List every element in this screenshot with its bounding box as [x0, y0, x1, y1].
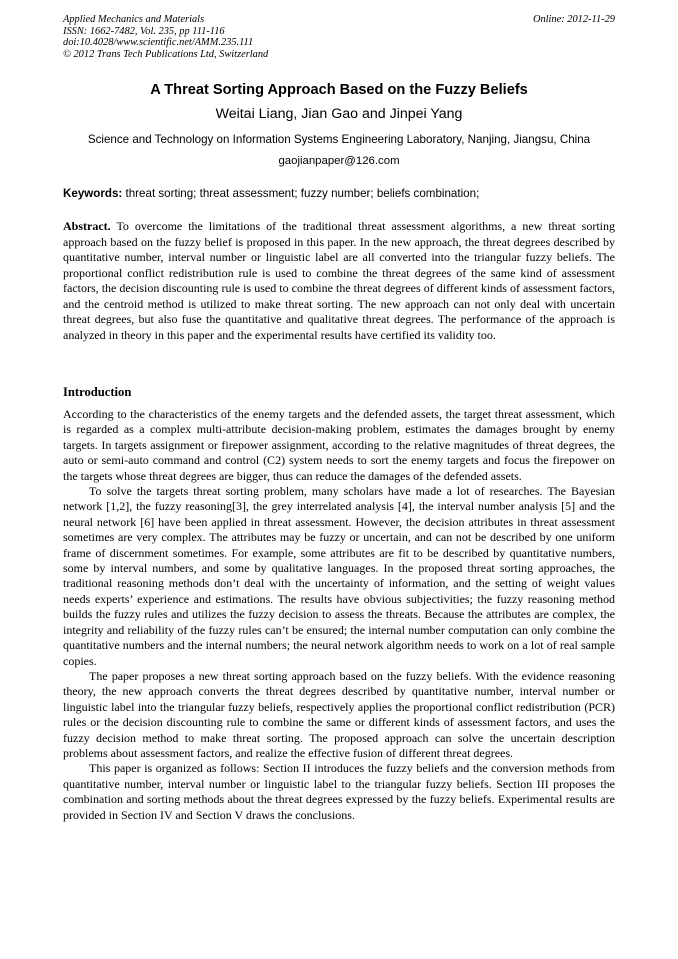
abstract-label: Abstract.: [63, 219, 111, 233]
intro-paragraph: The paper proposes a new threat sorting approach based on the fuzzy beliefs. With the evidence reasoning theory, the new approach converts the threat degrees described by quantitative number, interval number or linguistic label into the triangular fuzzy beliefs, respectively applies the proportional conflict redistribution (PCR) rules or the decision discounting rule to combine the same or different kinds of assessment factors, and uses the fuzzy decision method to make threat sorting. The proposed approach can solve the uncertain description problems about assessment factors, and realize the effective fusion of different threat degrees.: [63, 668, 615, 760]
intro-paragraph: This paper is organized as follows: Section II introduces the fuzzy beliefs and the conversion methods from quantitative number, interval number or linguistic label to the triangular fuzzy beliefs. Section III proposes the combination and sorting methods about the threat degrees expressed by the fuzzy beliefs. Experimental results are provided in Section IV and Section V draws the conclusions.: [63, 761, 615, 822]
keywords-text: threat sorting; threat assessment; fuzzy number; beliefs combination;: [125, 187, 480, 200]
keywords-line: [63, 187, 615, 200]
intro-paragraph: According to the characteristics of the enemy targets and the defended assets, the target threat assessment, which is regarded as a complex multi-attribute decision-making problem, estimates the damages brought by enemy targets. In targets assignment or firepower assignment, according to the relative magnitudes of threat degrees, the auto or semi-auto command and control (C2) system needs to sort the enemy targets and focus the firepower on the targets whose threat degrees are bigger, thus can reduce the damages of the defended assets.: [63, 407, 615, 483]
online-date: Online: 2012-11-29: [532, 14, 615, 25]
abstract: [63, 219, 615, 343]
doi-line: doi:10.4028/www.scientific.net/AMM.235.111: [63, 37, 254, 49]
abstract-text: To overcome the limitations of the traditional threat assessment algorithms, a new threat sorting approach based on the fuzzy belief is proposed in this paper. In the new approach, the threat degrees described by quantitative number, interval number or linguistic label are all converted into the triangular fuzzy beliefs. The proportional conflict redistribution rule is used to combine the threat degrees of the same kind of assessment factors, the decision discounting rule is used to combine the threat degrees of different kinds of assessment factors, and the centroid method is utilized to make threat sorting. The new approach can not only deal with uncertain threat degrees, but also fuse the quantitative and qualitative threat degrees. The performance of the approach is analyzed in theory in this paper and the experimental results have certified its validity too.: [63, 219, 615, 342]
section-heading-introduction: Introduction: [63, 385, 132, 399]
journal-name: Applied Mechanics and Materials: [63, 14, 205, 25]
journal-header: [63, 14, 615, 60]
author-email: gaojianpaper@126.com: [278, 155, 400, 167]
copyright-line: © 2012 Trans Tech Publications Ltd, Switzerland: [63, 48, 269, 60]
intro-paragraph: To solve the targets threat sorting problem, many scholars have made a lot of researches. The Bayesian network [1,2], the fuzzy reasoning[3], the grey interrelated analysis [4], the interval number analysis [5] and the neural network [6] have been applied in threat assessment. However, the decision attributes in threat assessment sometimes are very complex. The attributes may be fuzzy or uncertain, and can not be described by one uniform frame of discernment sometimes. For example, some attributes are fit to be described by quantitative numbers, some by interval numbers, and some by qualitative languages. In the proposed threat sorting approaches, the traditional reasoning methods don’t deal with the uncertainty of information, and the setting of weight values needs experts’ experience and estimations. The results have obvious subjectivities; the fuzzy reasoning method builds the fuzzy rules and utilizes the fuzzy decision to assess the threats. Because the attributes are complex, the integrity and reliability of the fuzzy rules can’t be ensured; the internal number computation can only combine the quantitative numbers and the internal numbers; the neural network algorithm needs to work on a lot of real sample copies.: [63, 484, 615, 668]
affiliation: Science and Technology on Information Systems Engineering Laboratory, Nanjing, Jiangsu, China: [87, 133, 591, 146]
issn-line: ISSN: 1662-7482, Vol. 235, pp 111-116: [63, 25, 225, 37]
paper-title: A Threat Sorting Approach Based on the Fuzzy Beliefs: [150, 82, 528, 98]
introduction-body: [63, 407, 615, 823]
keywords-label: Keywords:: [63, 187, 123, 200]
paper-authors: Weitai Liang, Jian Gao and Jinpei Yang: [215, 106, 463, 122]
